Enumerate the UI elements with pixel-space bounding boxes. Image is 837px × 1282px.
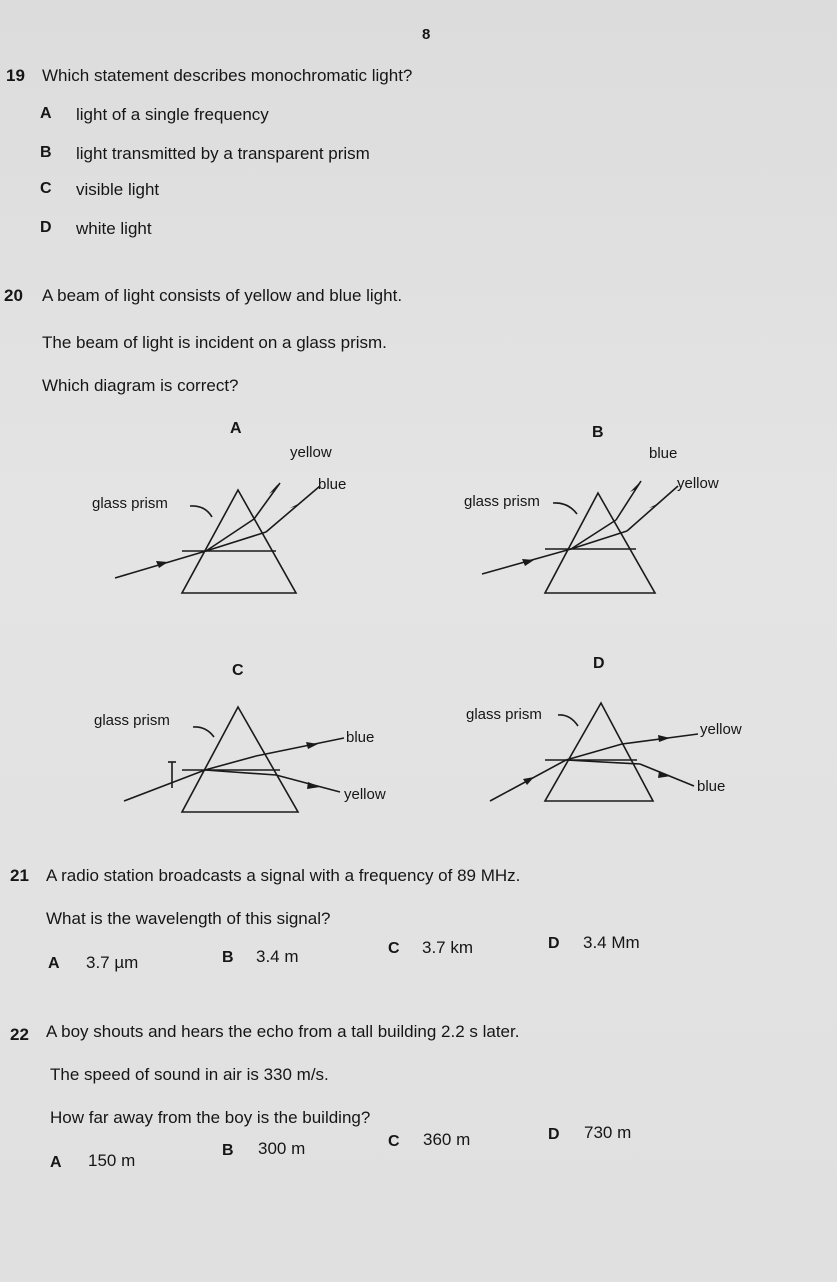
question-line: What is the wavelength of this signal? <box>46 909 331 928</box>
ray-inside-upper <box>566 744 622 760</box>
question-line: A radio station broadcasts a signal with a frequency of 89 MHz. <box>46 866 521 885</box>
option-d-text: 730 m <box>584 1123 632 1142</box>
diagram-b-letter: B <box>592 424 604 441</box>
question-line: Which diagram is correct? <box>42 376 239 395</box>
diagram-a-letter: A <box>230 420 242 437</box>
option-d-letter: D <box>548 1126 560 1143</box>
question-line: The speed of sound in air is 330 m/s. <box>50 1065 329 1084</box>
option-a-text: light of a single frequency <box>76 105 269 124</box>
prism-outline <box>545 703 653 801</box>
option-b-letter: B <box>222 1142 234 1159</box>
option-c-letter: C <box>40 180 52 197</box>
option-d-letter: D <box>548 935 560 952</box>
option-a-letter: A <box>50 1154 62 1171</box>
prism-label-leader <box>558 715 578 726</box>
diagram-c-prism-label: glass prism <box>94 712 170 729</box>
incident-arrow-icon <box>523 777 534 785</box>
diagram-c-letter: C <box>232 662 244 679</box>
diagram-b-prism-label: glass prism <box>464 493 540 510</box>
diagram-b-lower-label: yellow <box>677 475 719 492</box>
diagram-c-upper-label: blue <box>346 729 375 746</box>
diagram-d-letter: D <box>593 655 605 672</box>
page-number: 8 <box>422 26 431 43</box>
diagram-d-upper-label: yellow <box>700 721 742 738</box>
option-d-text: 3.4 Mm <box>583 933 640 952</box>
option-b-letter: B <box>40 144 52 161</box>
question-line: The beam of light is incident on a glass prism. <box>42 333 387 352</box>
question-line: A boy shouts and hears the echo from a tall building 2.2 s later. <box>46 1022 520 1041</box>
option-b-text: 3.4 m <box>256 947 299 966</box>
option-a-letter: A <box>48 955 60 972</box>
ray-out-lower-arrow-icon <box>658 771 671 778</box>
option-c-text: visible light <box>76 180 160 199</box>
diagram-d-lower-label: blue <box>697 778 726 795</box>
option-d-text: white light <box>76 219 152 238</box>
diagram-b-upper-label: blue <box>649 445 678 462</box>
option-c-letter: C <box>388 940 400 957</box>
option-a-letter: A <box>40 105 52 122</box>
option-b-text: 300 m <box>258 1139 306 1158</box>
diagram-a-prism-label: glass prism <box>92 495 168 512</box>
question-number: 20 <box>4 286 23 305</box>
diagram-c-lower-label: yellow <box>344 786 386 803</box>
option-b-letter: B <box>222 949 234 966</box>
option-a-text: 3.7 µm <box>86 953 139 972</box>
diagram-a-upper-label: yellow <box>290 444 332 461</box>
question-text: Which statement describes monochromatic light? <box>42 66 413 85</box>
diagram-a-lower-label: blue <box>318 476 347 493</box>
option-c-text: 3.7 km <box>422 938 474 957</box>
question-line: How far away from the boy is the building? <box>50 1108 371 1127</box>
ray-out-upper-arrow-icon <box>658 735 670 742</box>
option-c-text: 360 m <box>423 1130 471 1149</box>
question-number: 22 <box>10 1025 29 1044</box>
option-a-text: 150 m <box>88 1151 136 1170</box>
diagram-d-prism-label: glass prism <box>466 706 542 723</box>
question-number: 21 <box>10 866 29 885</box>
question-line: A beam of light consists of yellow and blue light. <box>42 286 403 305</box>
option-d-letter: D <box>40 219 52 236</box>
option-c-letter: C <box>388 1133 400 1150</box>
question-number: 19 <box>6 66 25 85</box>
option-b-text: light transmitted by a transparent prism <box>76 144 370 163</box>
